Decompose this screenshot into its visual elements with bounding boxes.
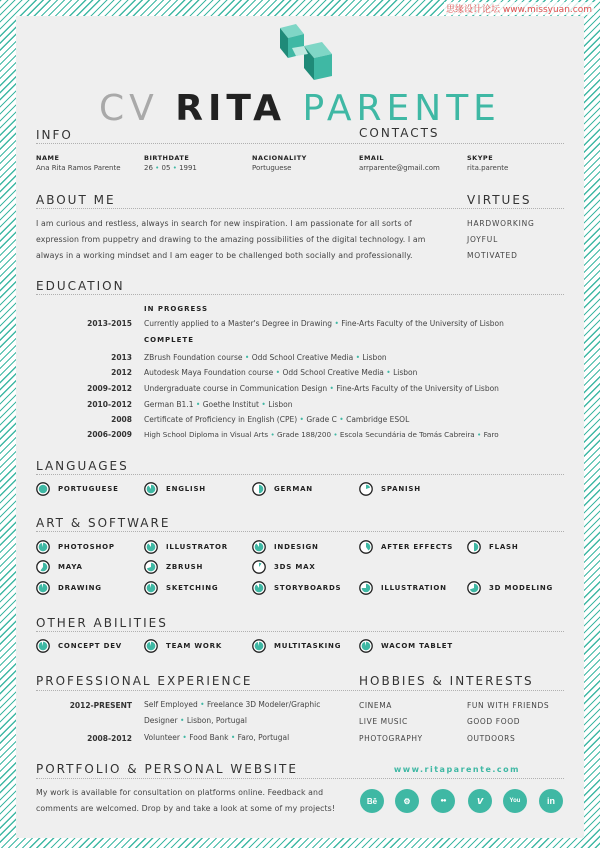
skill-level-gauge bbox=[252, 482, 266, 496]
skill-name: AFTER EFFECTS bbox=[381, 543, 454, 551]
section-info-heading: INFO bbox=[36, 128, 73, 142]
section-art-heading: ART & SOFTWARE bbox=[36, 516, 171, 530]
divider bbox=[36, 208, 564, 209]
portfolio-line: My work is available for consultation on platforms online. Feedback and bbox=[36, 788, 324, 797]
section-about-heading: ABOUT ME bbox=[36, 193, 116, 207]
skill-name: TEAM WORK bbox=[166, 642, 223, 650]
divider bbox=[36, 690, 564, 691]
nationality-value: Portuguese bbox=[252, 164, 292, 172]
skill-name: INDESIGN bbox=[274, 543, 319, 551]
section-hobbies-heading: HOBBIES & INTERESTS bbox=[359, 674, 534, 688]
cubes-logo bbox=[266, 24, 342, 82]
skill-item bbox=[467, 540, 519, 554]
about-line: expression from puppetry and drawing to the amazing possibilities of the digital technology. I am bbox=[36, 235, 426, 244]
skill-name: DRAWING bbox=[58, 584, 102, 592]
skill-name: ILLUSTRATION bbox=[381, 584, 447, 592]
skill-level-gauge bbox=[36, 581, 50, 595]
education-entry: Autodesk Maya Foundation course • Odd School Creative Media • Lisbon bbox=[144, 368, 418, 377]
skill-level-gauge bbox=[144, 581, 158, 595]
skill-item bbox=[359, 639, 453, 653]
name-label: NAME bbox=[36, 154, 60, 162]
skype-value: rita.parente bbox=[467, 164, 509, 172]
skill-name: CONCEPT DEV bbox=[58, 642, 123, 650]
hobby-item: CINEMA bbox=[359, 701, 392, 710]
skype-label: SKYPE bbox=[467, 154, 494, 162]
skill-item bbox=[36, 581, 102, 595]
skill-level-gauge bbox=[36, 560, 50, 574]
skill-item bbox=[144, 639, 222, 653]
virtue-item: MOTIVATED bbox=[467, 251, 518, 260]
birth-year: 1991 bbox=[179, 164, 197, 172]
skill-level-gauge bbox=[359, 581, 373, 595]
divider bbox=[36, 778, 564, 779]
skill-level-gauge bbox=[144, 540, 158, 554]
about-line: I am curious and restless, always in search for new inspiration. I am passionate for all sorts of bbox=[36, 219, 412, 228]
skill-name: ZBRUSH bbox=[166, 563, 204, 571]
virtue-item: HARDWORKING bbox=[467, 219, 535, 228]
skill-item bbox=[467, 581, 553, 595]
education-entry: German B1.1 • Goethe Institut • Lisbon bbox=[144, 400, 293, 409]
skill-name: FLASH bbox=[489, 543, 519, 551]
title-first-name: RITA bbox=[175, 88, 287, 129]
skill-name: MAYA bbox=[58, 563, 83, 571]
divider bbox=[36, 474, 564, 475]
skill-name: STORYBOARDS bbox=[274, 584, 342, 592]
portfolio-text bbox=[36, 785, 356, 817]
skill-item bbox=[252, 540, 319, 554]
divider bbox=[36, 631, 564, 632]
skill-level-gauge bbox=[144, 639, 158, 653]
education-entry: Undergraduate course in Communication Design • Fine-Arts Faculty of the University of Lisbon bbox=[144, 384, 499, 393]
education-entry: ZBrush Foundation course • Odd School Creative Media • Lisbon bbox=[144, 353, 387, 362]
website-link[interactable]: www.ritaparente.com bbox=[393, 765, 520, 774]
skill-name: MULTITASKING bbox=[274, 642, 342, 650]
skill-level-gauge bbox=[252, 581, 266, 595]
skill-item bbox=[36, 560, 83, 574]
skill-item bbox=[144, 482, 206, 496]
birthdate-value: 26 • 05 • 1991 bbox=[144, 164, 197, 172]
birth-day: 26 bbox=[144, 164, 153, 172]
skill-name: ENGLISH bbox=[166, 485, 206, 493]
hobby-item: LIVE MUSIC bbox=[359, 717, 408, 726]
skill-item bbox=[252, 482, 313, 496]
divider bbox=[36, 531, 564, 532]
education-year: 2010-2012 bbox=[87, 400, 132, 409]
complete-label: COMPLETE bbox=[144, 336, 194, 344]
skill-level-gauge bbox=[252, 540, 266, 554]
skill-level-gauge bbox=[36, 482, 50, 496]
cv-page bbox=[16, 16, 584, 838]
birthdate-label: BIRTHDATE bbox=[144, 154, 190, 162]
about-line: always in a working mindset and I am eager to be challenged both socially and professionally. bbox=[36, 251, 413, 260]
skill-item bbox=[144, 581, 218, 595]
education-year: 2013-2015 bbox=[87, 319, 132, 328]
skill-name: PHOTOSHOP bbox=[58, 543, 115, 551]
skill-name: SPANISH bbox=[381, 485, 421, 493]
skill-item bbox=[144, 540, 228, 554]
section-virtues-heading: VIRTUES bbox=[467, 193, 532, 207]
skill-level-gauge bbox=[252, 560, 266, 574]
skill-item bbox=[252, 581, 341, 595]
gauge-fill bbox=[39, 485, 48, 494]
section-languages-heading: LANGUAGES bbox=[36, 459, 129, 473]
hobby-item: OUTDOORS bbox=[467, 734, 516, 743]
about-text bbox=[36, 216, 456, 264]
skill-level-gauge bbox=[36, 540, 50, 554]
experience-entry: Self Employed • Freelance 3D Modeler/Graphic Designer • Lisbon, Portugal bbox=[144, 700, 321, 725]
dribbble-icon[interactable]: ⚙ bbox=[395, 789, 419, 813]
skill-item bbox=[144, 560, 203, 574]
education-year: 2008 bbox=[111, 415, 132, 424]
skill-item bbox=[36, 482, 119, 496]
education-year: 2006-2009 bbox=[87, 430, 132, 439]
skill-name: ILLUSTRATOR bbox=[166, 543, 228, 551]
skill-level-gauge bbox=[252, 639, 266, 653]
section-contacts-heading: CONTACTS bbox=[359, 126, 440, 140]
section-portfolio-heading: PORTFOLIO & PERSONAL WEBSITE bbox=[36, 762, 298, 776]
email-value[interactable]: arrparente@gmail.com bbox=[359, 164, 440, 172]
email-label: EMAIL bbox=[359, 154, 384, 162]
education-year: 2012 bbox=[111, 368, 132, 377]
skill-item bbox=[359, 540, 453, 554]
skill-item bbox=[36, 540, 115, 554]
skill-item bbox=[359, 581, 447, 595]
skill-level-gauge bbox=[359, 482, 373, 496]
divider bbox=[36, 143, 564, 144]
education-entry: Certificate of Proficiency in English (CPE) • Grade C • Cambridge ESOL bbox=[144, 415, 410, 424]
behance-icon[interactable]: Bē bbox=[360, 789, 384, 813]
flickr-icon[interactable]: ●● bbox=[431, 789, 455, 813]
education-year: 2009-2012 bbox=[87, 384, 132, 393]
title-cv: CV bbox=[99, 88, 159, 129]
youtube-icon[interactable]: You bbox=[503, 789, 527, 813]
experience-year: 2008-2012 bbox=[87, 734, 132, 743]
skill-name: PORTUGUESE bbox=[58, 485, 119, 493]
name-value: Ana Rita Ramos Parente bbox=[36, 164, 121, 172]
skill-level-gauge bbox=[36, 639, 50, 653]
page-title bbox=[16, 89, 584, 129]
watermark: 思缘设计论坛 www.missyuan.com bbox=[444, 2, 594, 15]
skill-level-gauge bbox=[467, 581, 481, 595]
section-abilities-heading: OTHER ABILITIES bbox=[36, 616, 168, 630]
section-education-heading: EDUCATION bbox=[36, 279, 125, 293]
education-entry: Currently applied to a Master's Degree in Drawing • Fine-Arts Faculty of the University of Lisbon bbox=[144, 319, 504, 328]
skill-name: 3D MODELING bbox=[489, 584, 554, 592]
skill-name: SKETCHING bbox=[166, 584, 219, 592]
skill-name: WACOM TABLET bbox=[381, 642, 453, 650]
skill-name: 3DS MAX bbox=[274, 563, 316, 571]
skill-name: GERMAN bbox=[274, 485, 313, 493]
title-last-name: PARENTE bbox=[302, 88, 501, 129]
nationality-label: NACIONALITY bbox=[252, 154, 307, 162]
skill-level-gauge bbox=[144, 482, 158, 496]
birth-month: 05 bbox=[161, 164, 171, 172]
vimeo-icon[interactable]: v bbox=[468, 789, 492, 813]
hobby-item: FUN WITH FRIENDS bbox=[467, 701, 550, 710]
education-entry: High School Diploma in Visual Arts • Grade 188/200 • Escola Secundária de Tomás Cabreira • Faro bbox=[144, 430, 499, 439]
hobby-item: PHOTOGRAPHY bbox=[359, 734, 423, 743]
skill-item bbox=[359, 482, 421, 496]
skill-level-gauge bbox=[144, 560, 158, 574]
hobby-item: GOOD FOOD bbox=[467, 717, 521, 726]
skill-level-gauge bbox=[467, 540, 481, 554]
linkedin-icon[interactable]: in bbox=[539, 789, 563, 813]
skill-item bbox=[252, 560, 316, 574]
experience-entry: Volunteer • Food Bank • Faro, Portugal bbox=[144, 733, 290, 742]
skill-level-gauge bbox=[359, 639, 373, 653]
experience-year: 2012-PRESENT bbox=[69, 701, 132, 710]
skill-item bbox=[252, 639, 341, 653]
portfolio-line: comments are welcomed. Drop by and take a look at some of my projects! bbox=[36, 804, 336, 813]
divider bbox=[36, 294, 564, 295]
skill-level-gauge bbox=[359, 540, 373, 554]
in-progress-label: IN PROGRESS bbox=[144, 305, 209, 313]
skill-item bbox=[36, 639, 122, 653]
education-year: 2013 bbox=[111, 353, 132, 362]
section-experience-heading: PROFESSIONAL EXPERIENCE bbox=[36, 674, 253, 688]
virtue-item: JOYFUL bbox=[467, 235, 499, 244]
